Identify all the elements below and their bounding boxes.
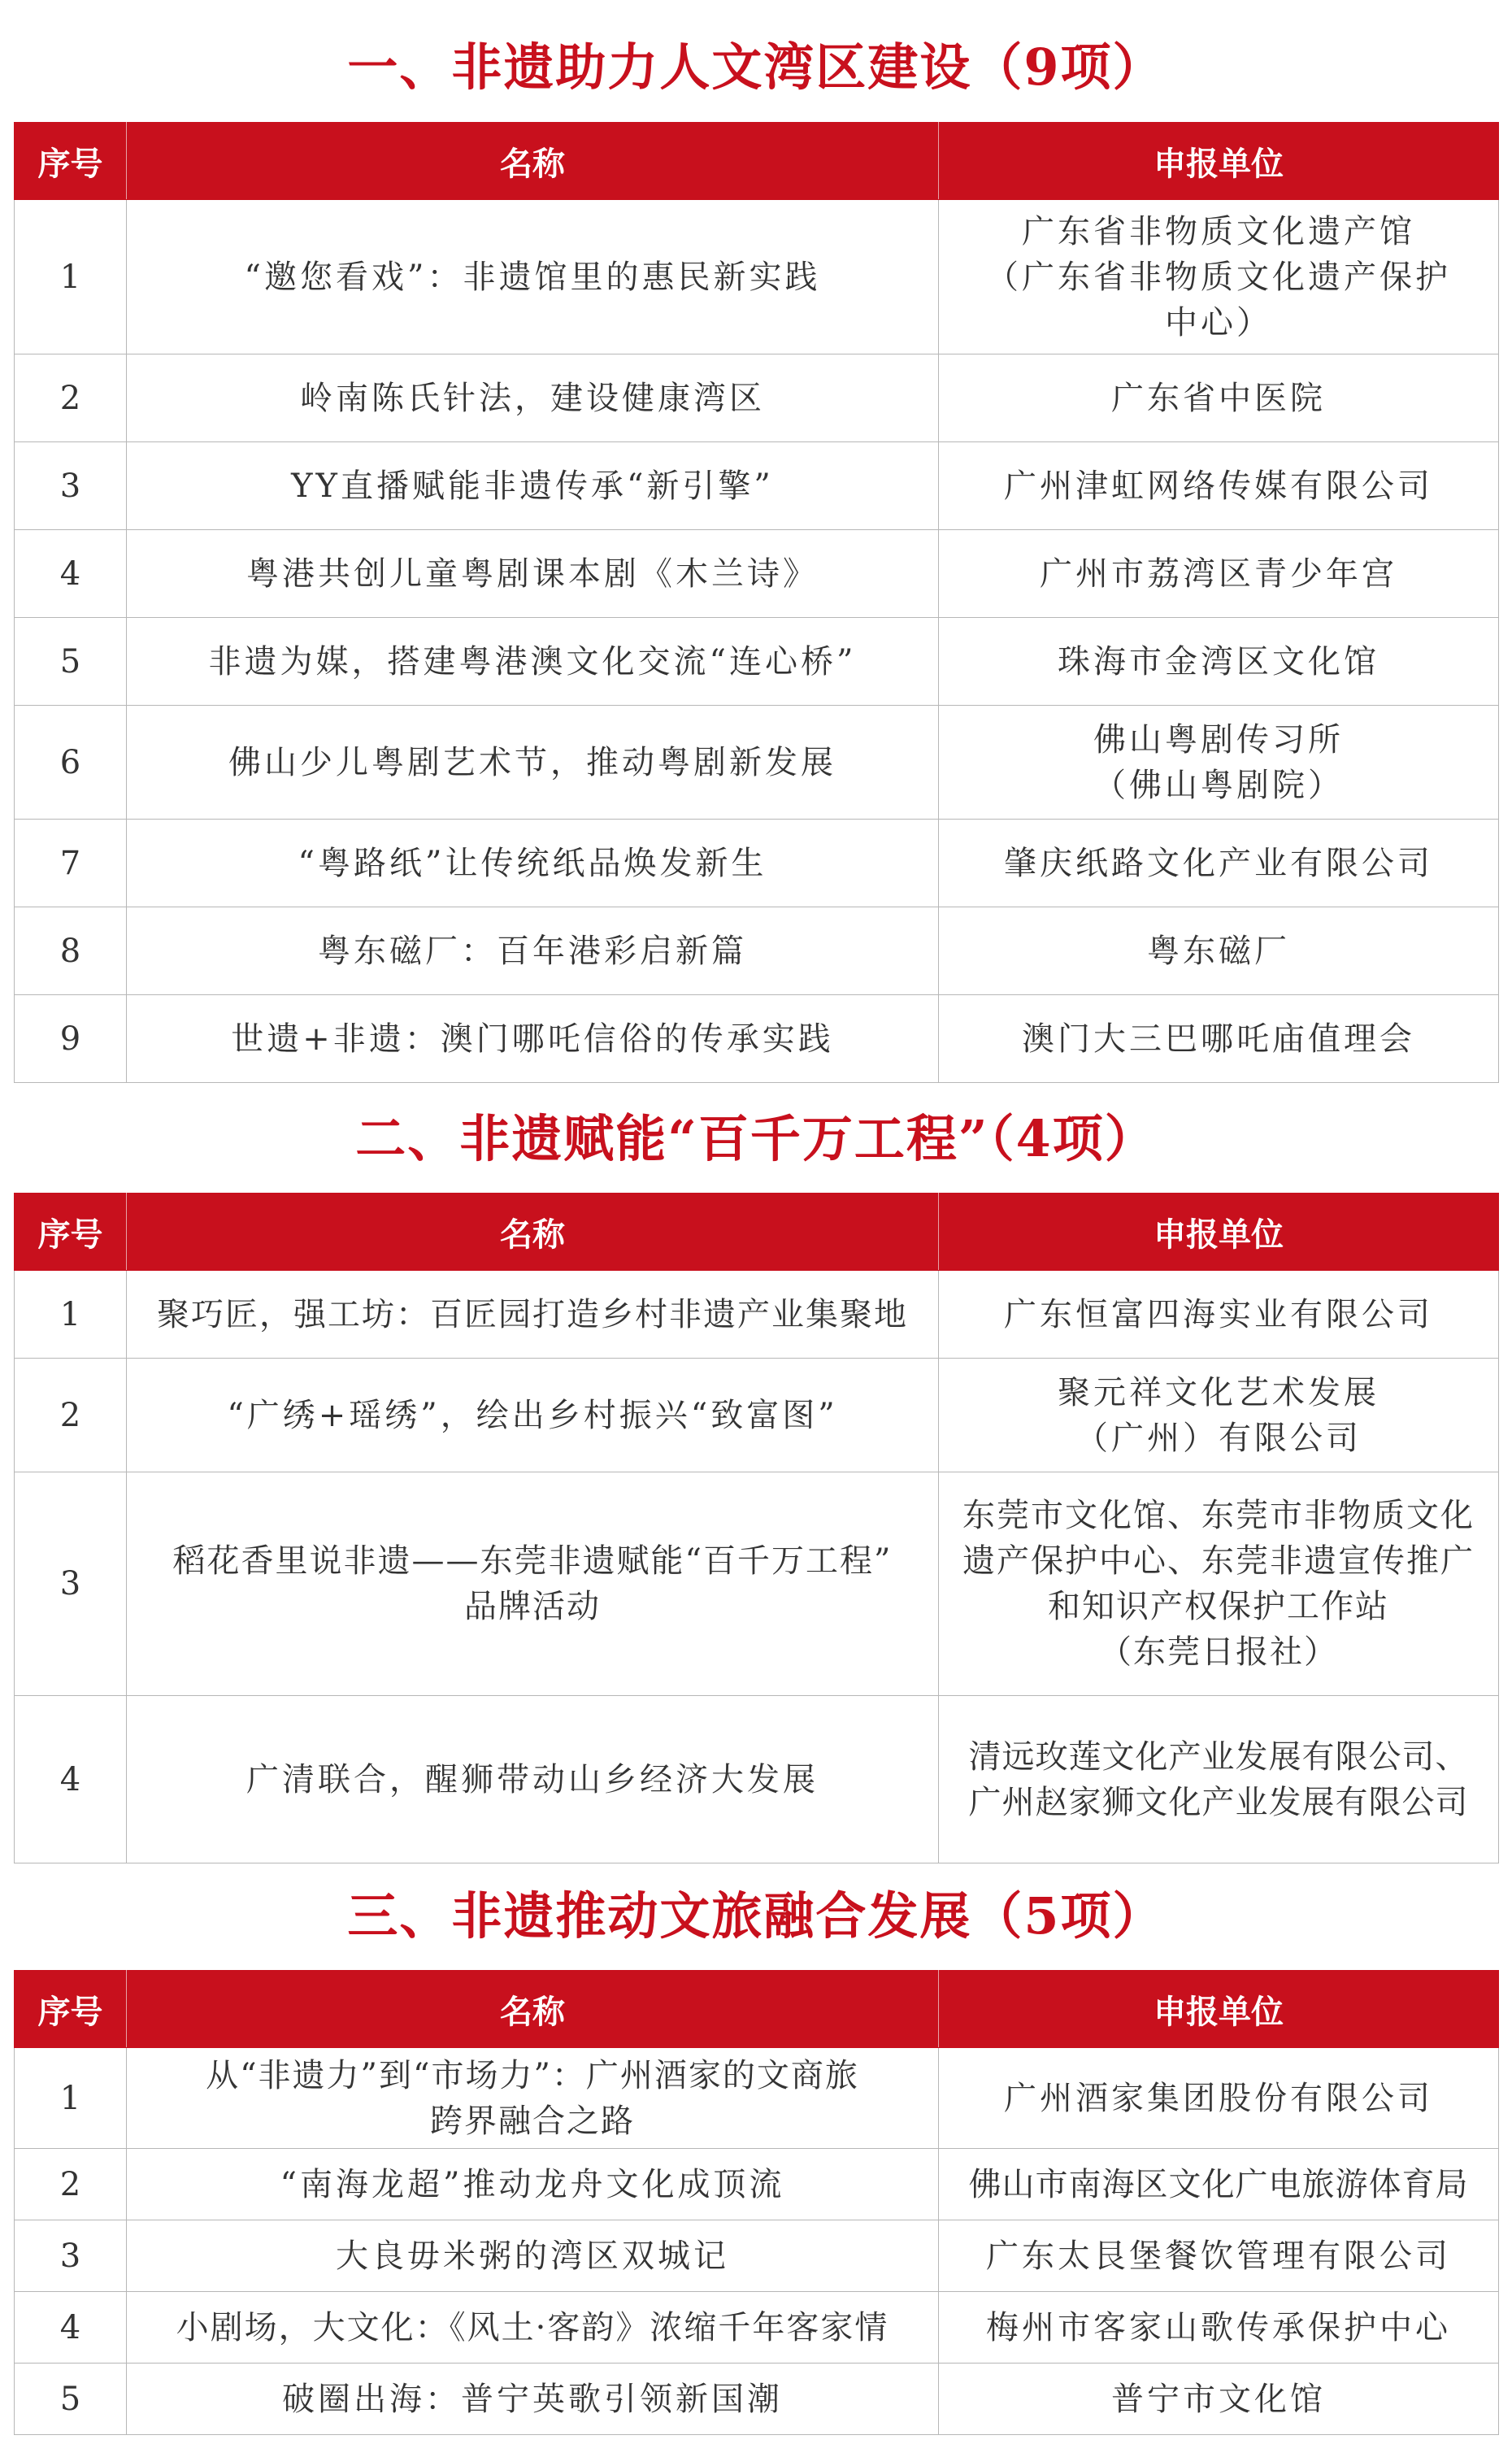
row-unit: 清远玫莲文化产业发展有限公司、 广州赵家狮文化产业发展有限公司 [939, 1696, 1499, 1863]
table-row [15, 820, 1499, 907]
table-row [15, 1696, 1499, 1863]
row-index: 8 [15, 907, 127, 995]
row-unit: 普宁市文化馆 [939, 2364, 1499, 2435]
section-2-table [14, 1193, 1499, 1863]
row-name: 聚巧匠，强工坊：百匠园打造乡村非遗产业集聚地 [127, 1271, 939, 1359]
row-index: 9 [15, 995, 127, 1083]
table-row [15, 2292, 1499, 2364]
row-unit: 肇庆纸路文化产业有限公司 [939, 820, 1499, 907]
row-name: 从“非遗力”到“市场力”：广州酒家的文商旅 跨界融合之路 [127, 2048, 939, 2149]
header-index: 序号 [15, 123, 127, 200]
row-unit: 广州市荔湾区青少年宫 [939, 530, 1499, 618]
header-unit: 申报单位 [939, 1194, 1499, 1271]
header-name: 名称 [127, 1971, 939, 2048]
row-name: 岭南陈氏针法，建设健康湾区 [127, 354, 939, 442]
row-name: “南海龙超”推动龙舟文化成顶流 [127, 2149, 939, 2220]
row-index: 3 [15, 1472, 127, 1696]
row-index: 1 [15, 1271, 127, 1359]
row-unit: 广东太艮堡餐饮管理有限公司 [939, 2220, 1499, 2292]
table-row [15, 1472, 1499, 1696]
header-index: 序号 [15, 1194, 127, 1271]
table-row [15, 706, 1499, 820]
header-unit: 申报单位 [939, 123, 1499, 200]
table-row [15, 1271, 1499, 1359]
table-row [15, 2364, 1499, 2435]
row-name: “粤路纸”让传统纸品焕发新生 [127, 820, 939, 907]
row-index: 2 [15, 1359, 127, 1472]
row-name: 非遗为媒，搭建粤港澳文化交流“连心桥” [127, 618, 939, 706]
row-index: 3 [15, 442, 127, 530]
row-name: 稻花香里说非遗——东莞非遗赋能“百千万工程” 品牌活动 [127, 1472, 939, 1696]
row-name: 广清联合，醒狮带动山乡经济大发展 [127, 1696, 939, 1863]
header-name: 名称 [127, 1194, 939, 1271]
row-unit: 广州津虹网络传媒有限公司 [939, 442, 1499, 530]
row-name: 粤港共创儿童粤剧课本剧《木兰诗》 [127, 530, 939, 618]
row-name: YY直播赋能非遗传承“新引擎” [127, 442, 939, 530]
table-row [15, 200, 1499, 354]
table-row [15, 354, 1499, 442]
row-unit: 聚元祥文化艺术发展 （广州）有限公司 [939, 1359, 1499, 1472]
row-name: 小剧场，大文化：《风土·客韵》浓缩千年客家情 [127, 2292, 939, 2364]
table-row [15, 442, 1499, 530]
table-row [15, 2149, 1499, 2220]
row-unit: 澳门大三巴哪吒庙值理会 [939, 995, 1499, 1083]
section-2-title: 二、非遗赋能“百千万工程”（4项） [355, 1109, 1157, 1168]
row-index: 5 [15, 2364, 127, 2435]
row-name: 大良毋米粥的湾区双城记 [127, 2220, 939, 2292]
header-name: 名称 [127, 123, 939, 200]
section-3-table [14, 1970, 1499, 2435]
row-index: 7 [15, 820, 127, 907]
row-index: 2 [15, 354, 127, 442]
row-index: 1 [15, 2048, 127, 2149]
row-index: 6 [15, 706, 127, 820]
header-index: 序号 [15, 1971, 127, 2048]
row-index: 4 [15, 530, 127, 618]
table-header-row [15, 1971, 1499, 2048]
row-unit: 广州酒家集团股份有限公司 [939, 2048, 1499, 2149]
row-name: 世遗+非遗：澳门哪吒信俗的传承实践 [127, 995, 939, 1083]
row-index: 5 [15, 618, 127, 706]
table-row [15, 995, 1499, 1083]
row-unit: 佛山市南海区文化广电旅游体育局 [939, 2149, 1499, 2220]
row-unit: 珠海市金湾区文化馆 [939, 618, 1499, 706]
row-index: 2 [15, 2149, 127, 2220]
table-header-row [15, 123, 1499, 200]
row-unit: 广东省中医院 [939, 354, 1499, 442]
table-row [15, 907, 1499, 995]
row-index: 4 [15, 2292, 127, 2364]
row-unit: 东莞市文化馆、东莞市非物质文化 遗产保护中心、东莞非遗宣传推广 和知识产权保护工作站 （东莞日报社） [939, 1472, 1499, 1696]
table-header-row [15, 1194, 1499, 1271]
table-row [15, 2048, 1499, 2149]
row-name: 佛山少儿粤剧艺术节，推动粤剧新发展 [127, 706, 939, 820]
row-unit: 广东恒富四海实业有限公司 [939, 1271, 1499, 1359]
row-unit: 佛山粤剧传习所 （佛山粤剧院） [939, 706, 1499, 820]
section-1-table [14, 122, 1499, 1083]
table-row [15, 618, 1499, 706]
row-index: 3 [15, 2220, 127, 2292]
row-index: 1 [15, 200, 127, 354]
row-name: “广绣+瑶绣”，绘出乡村振兴“致富图” [127, 1359, 939, 1472]
section-3-title: 三、非遗推动文旅融合发展（5项） [347, 1886, 1165, 1946]
section-1-title: 一、非遗助力人文湾区建设（9项） [347, 37, 1165, 97]
row-unit: 梅州市客家山歌传承保护中心 [939, 2292, 1499, 2364]
header-unit: 申报单位 [939, 1971, 1499, 2048]
row-name: 破圈出海：普宁英歌引领新国潮 [127, 2364, 939, 2435]
row-unit: 粤东磁厂 [939, 907, 1499, 995]
table-row [15, 1359, 1499, 1472]
table-row [15, 2220, 1499, 2292]
table-row [15, 530, 1499, 618]
row-name: 粤东磁厂：百年港彩启新篇 [127, 907, 939, 995]
row-index: 4 [15, 1696, 127, 1863]
row-unit: 广东省非物质文化遗产馆 （广东省非物质文化遗产保护 中心） [939, 200, 1499, 354]
row-name: “邀您看戏”：非遗馆里的惠民新实践 [127, 200, 939, 354]
